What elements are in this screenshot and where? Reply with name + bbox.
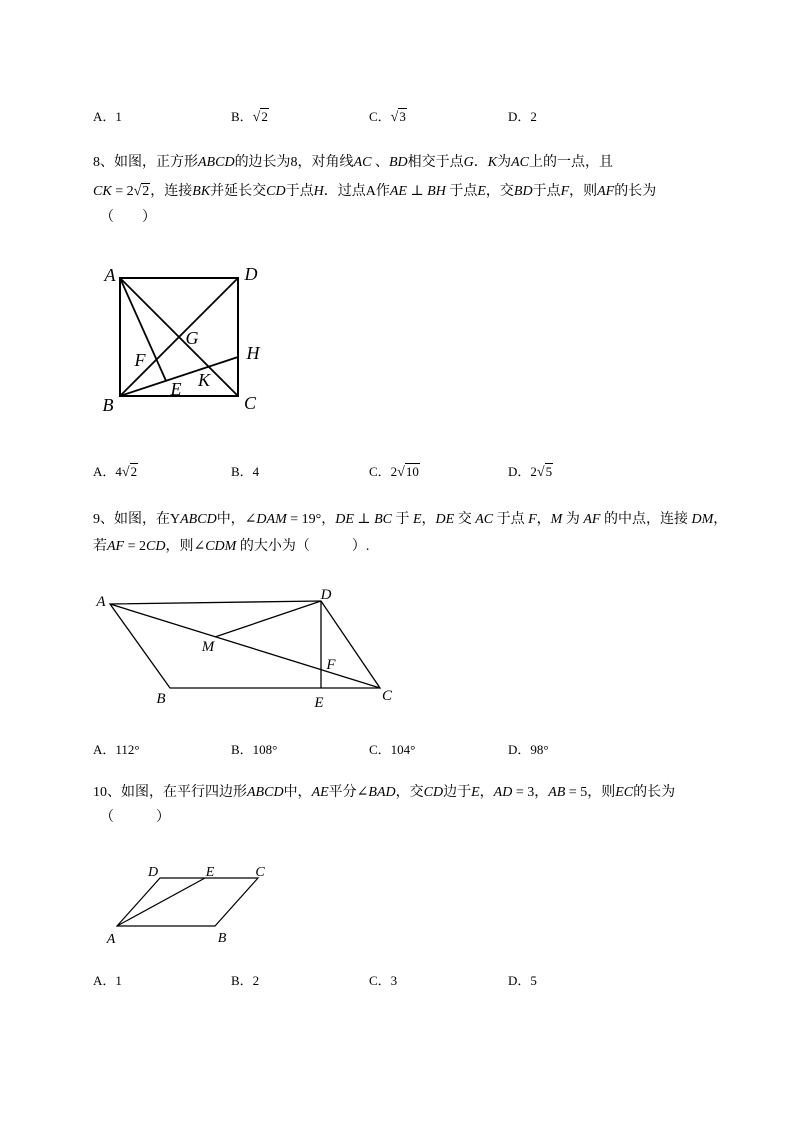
text-run: （ ） bbox=[100, 810, 170, 825]
sqrt-expression: √2 bbox=[252, 109, 268, 125]
text-run: 、 bbox=[371, 155, 389, 170]
segment-dm bbox=[216, 601, 322, 637]
text-run: 于点 bbox=[285, 184, 314, 199]
text-run: 上的一点，且 bbox=[528, 155, 613, 170]
q9-option-c bbox=[369, 740, 415, 760]
point-label-c: C bbox=[381, 688, 393, 704]
q9-figure-parallelogram bbox=[90, 585, 400, 715]
text-run: B．4 bbox=[231, 464, 260, 479]
math-variable: DAM bbox=[256, 512, 287, 527]
math-variable: BAD bbox=[368, 785, 396, 800]
math-variable: DE bbox=[335, 512, 354, 527]
point-label-e: E bbox=[205, 865, 215, 880]
text-run: D．5 bbox=[508, 973, 537, 988]
q8-stem-line-2 bbox=[93, 182, 656, 202]
text-run: A．1 bbox=[93, 109, 122, 124]
text-run: A．1 bbox=[93, 973, 122, 988]
q10-figure-parallelogram bbox=[95, 855, 275, 950]
text-run: 于点 bbox=[532, 184, 561, 199]
point-label-f: F bbox=[134, 350, 146, 370]
math-variable: BH bbox=[427, 184, 446, 199]
math-variable: CDM bbox=[205, 539, 237, 554]
text-run: ，交 bbox=[395, 785, 424, 800]
math-variable: BC bbox=[374, 512, 392, 527]
q8-option-d bbox=[508, 462, 553, 483]
text-run: ， bbox=[479, 785, 494, 800]
segment-ae bbox=[117, 878, 205, 926]
math-variable: AC bbox=[353, 155, 372, 170]
math-variable: BD bbox=[388, 155, 408, 170]
point-label-a: A bbox=[96, 594, 106, 610]
math-variable: CD bbox=[423, 785, 444, 800]
q7-option-d bbox=[508, 107, 537, 127]
text-run: 并延长交 bbox=[210, 184, 267, 199]
math-variable: AC bbox=[475, 512, 494, 527]
q7-option-b bbox=[231, 107, 269, 128]
q9-option-d bbox=[508, 740, 549, 760]
q10-option-c bbox=[369, 971, 397, 991]
math-variable: G bbox=[463, 155, 474, 170]
math-variable: ABCD bbox=[247, 785, 284, 800]
math-variable: E bbox=[477, 184, 486, 199]
math-variable: E bbox=[471, 785, 480, 800]
text-run: C．2 bbox=[369, 464, 398, 479]
text-run: ．过点A作 bbox=[323, 184, 390, 199]
point-label-f: F bbox=[326, 657, 336, 673]
point-label-a: A bbox=[106, 932, 116, 947]
math-variable: BK bbox=[192, 184, 211, 199]
math-variable: CD bbox=[266, 184, 286, 199]
q9-option-b bbox=[231, 740, 277, 760]
q8-option-c bbox=[369, 462, 420, 483]
q7-option-a bbox=[93, 107, 122, 127]
q7-option-c bbox=[369, 107, 407, 128]
q10-stem-line-1 bbox=[93, 783, 675, 803]
text-run: = 2 bbox=[124, 539, 147, 554]
text-run: C．104° bbox=[369, 742, 416, 757]
text-run: ， bbox=[536, 512, 551, 527]
math-variable: BD bbox=[513, 184, 533, 199]
text-run: 中， bbox=[283, 785, 312, 800]
math-variable: K bbox=[487, 155, 498, 170]
q10-option-d bbox=[508, 971, 537, 991]
parallelogram-abcd bbox=[117, 878, 258, 926]
text-run: 的大小为（ ）. bbox=[236, 539, 370, 554]
q8-answer-blank bbox=[100, 208, 156, 228]
text-run: ⊥ bbox=[406, 184, 428, 199]
text-run: 9、如图，在Y bbox=[93, 512, 181, 527]
math-variable: ABCD bbox=[180, 512, 217, 527]
text-run: = 19°， bbox=[286, 512, 336, 527]
text-run: B．2 bbox=[231, 973, 260, 988]
text-run: （ ） bbox=[100, 210, 156, 225]
text-run: C． bbox=[369, 109, 391, 124]
sqrt-expression: √2 bbox=[121, 464, 138, 480]
text-run: 为 bbox=[497, 155, 512, 170]
text-run: 中，∠ bbox=[216, 512, 257, 527]
q9-option-a bbox=[93, 740, 140, 760]
point-label-d: D bbox=[320, 587, 332, 603]
math-variable: CD bbox=[146, 539, 166, 554]
math-variable: H bbox=[313, 184, 324, 199]
q8-option-a bbox=[93, 462, 138, 483]
diagonal-ac bbox=[110, 604, 380, 688]
math-variable: AD bbox=[493, 785, 513, 800]
point-label-g: G bbox=[185, 328, 199, 348]
point-label-e: E bbox=[314, 695, 324, 711]
text-run: ， bbox=[713, 512, 728, 527]
text-run: 8、如图，正方形 bbox=[93, 155, 198, 170]
point-label-d: D bbox=[147, 865, 159, 880]
q10-option-b bbox=[231, 971, 259, 991]
math-variable: AE bbox=[389, 184, 407, 199]
text-run: 若 bbox=[93, 539, 107, 554]
math-variable: DM bbox=[691, 512, 714, 527]
math-variable: M bbox=[550, 512, 563, 527]
point-label-c: C bbox=[255, 865, 265, 880]
text-run: 的长为 bbox=[614, 184, 657, 199]
text-run: 的长为 bbox=[633, 785, 676, 800]
math-variable: EC bbox=[615, 785, 634, 800]
text-run: 于 bbox=[391, 512, 413, 527]
text-run: 交 bbox=[454, 512, 476, 527]
text-run: A．112° bbox=[93, 742, 140, 757]
q10-answer-blank bbox=[100, 808, 170, 828]
point-label-b: B bbox=[102, 395, 114, 415]
text-run: ， bbox=[421, 512, 436, 527]
math-variable: AE bbox=[311, 785, 329, 800]
q8-stem-line-1 bbox=[93, 153, 613, 173]
sqrt-expression: √10 bbox=[397, 464, 419, 480]
text-run: B．108° bbox=[231, 742, 278, 757]
text-run: ，交 bbox=[485, 184, 514, 199]
text-run: 相交于点 bbox=[407, 155, 464, 170]
point-label-a: A bbox=[104, 265, 116, 285]
text-run: ，则∠ bbox=[165, 539, 206, 554]
sqrt-expression: √5 bbox=[536, 464, 553, 480]
text-run: 边于 bbox=[443, 785, 472, 800]
text-run: ． bbox=[473, 155, 488, 170]
math-variable: AF bbox=[107, 539, 125, 554]
math-variable: CK bbox=[93, 184, 112, 199]
text-run: 于点 bbox=[445, 184, 478, 199]
math-variable: DE bbox=[435, 512, 455, 527]
point-label-h: H bbox=[246, 343, 260, 363]
point-label-e: E bbox=[170, 379, 182, 399]
q10-option-a bbox=[93, 971, 122, 991]
text-run: 于点 bbox=[493, 512, 529, 527]
q8-option-b bbox=[231, 462, 259, 482]
text-run: = 3， bbox=[512, 785, 549, 800]
text-run: ，则 bbox=[569, 184, 598, 199]
math-variable: F bbox=[528, 512, 537, 527]
math-variable: ABCD bbox=[198, 155, 235, 170]
sqrt-expression: √3 bbox=[390, 109, 406, 125]
point-label-m: M bbox=[201, 639, 215, 655]
point-label-b: B bbox=[156, 691, 166, 707]
math-variable: AB bbox=[548, 785, 566, 800]
text-run: D．2 bbox=[508, 464, 537, 479]
text-run: 平分∠ bbox=[328, 785, 369, 800]
text-run: D．98° bbox=[508, 742, 549, 757]
text-run: B． bbox=[231, 109, 253, 124]
text-run: C．3 bbox=[369, 973, 398, 988]
q8-figure-square bbox=[90, 255, 280, 420]
text-run: 的中点，连接 bbox=[600, 512, 692, 527]
text-run: = 2 bbox=[111, 184, 134, 199]
point-label-d: D bbox=[244, 264, 258, 284]
sqrt-expression: √2 bbox=[133, 184, 150, 199]
math-variable: AF bbox=[583, 512, 601, 527]
point-label-b: B bbox=[217, 931, 227, 946]
point-label-k: K bbox=[197, 370, 211, 390]
text-run: = 5，则 bbox=[565, 785, 616, 800]
text-run: 为 bbox=[562, 512, 584, 527]
math-variable: AF bbox=[597, 184, 615, 199]
text-run: A．4 bbox=[93, 464, 122, 479]
text-run: ，连接 bbox=[150, 184, 193, 199]
text-run: ⊥ bbox=[353, 512, 375, 527]
math-variable: F bbox=[560, 184, 570, 199]
text-run: D．2 bbox=[508, 109, 537, 124]
point-label-c: C bbox=[243, 393, 257, 413]
math-variable: E bbox=[412, 512, 422, 527]
text-run: 的边长为8，对角线 bbox=[234, 155, 354, 170]
math-variable: AC bbox=[511, 155, 529, 170]
text-run: 10、如图，在平行四边形 bbox=[93, 785, 247, 800]
q9-stem-line-2 bbox=[93, 537, 369, 557]
q9-stem-line-1 bbox=[93, 510, 727, 530]
